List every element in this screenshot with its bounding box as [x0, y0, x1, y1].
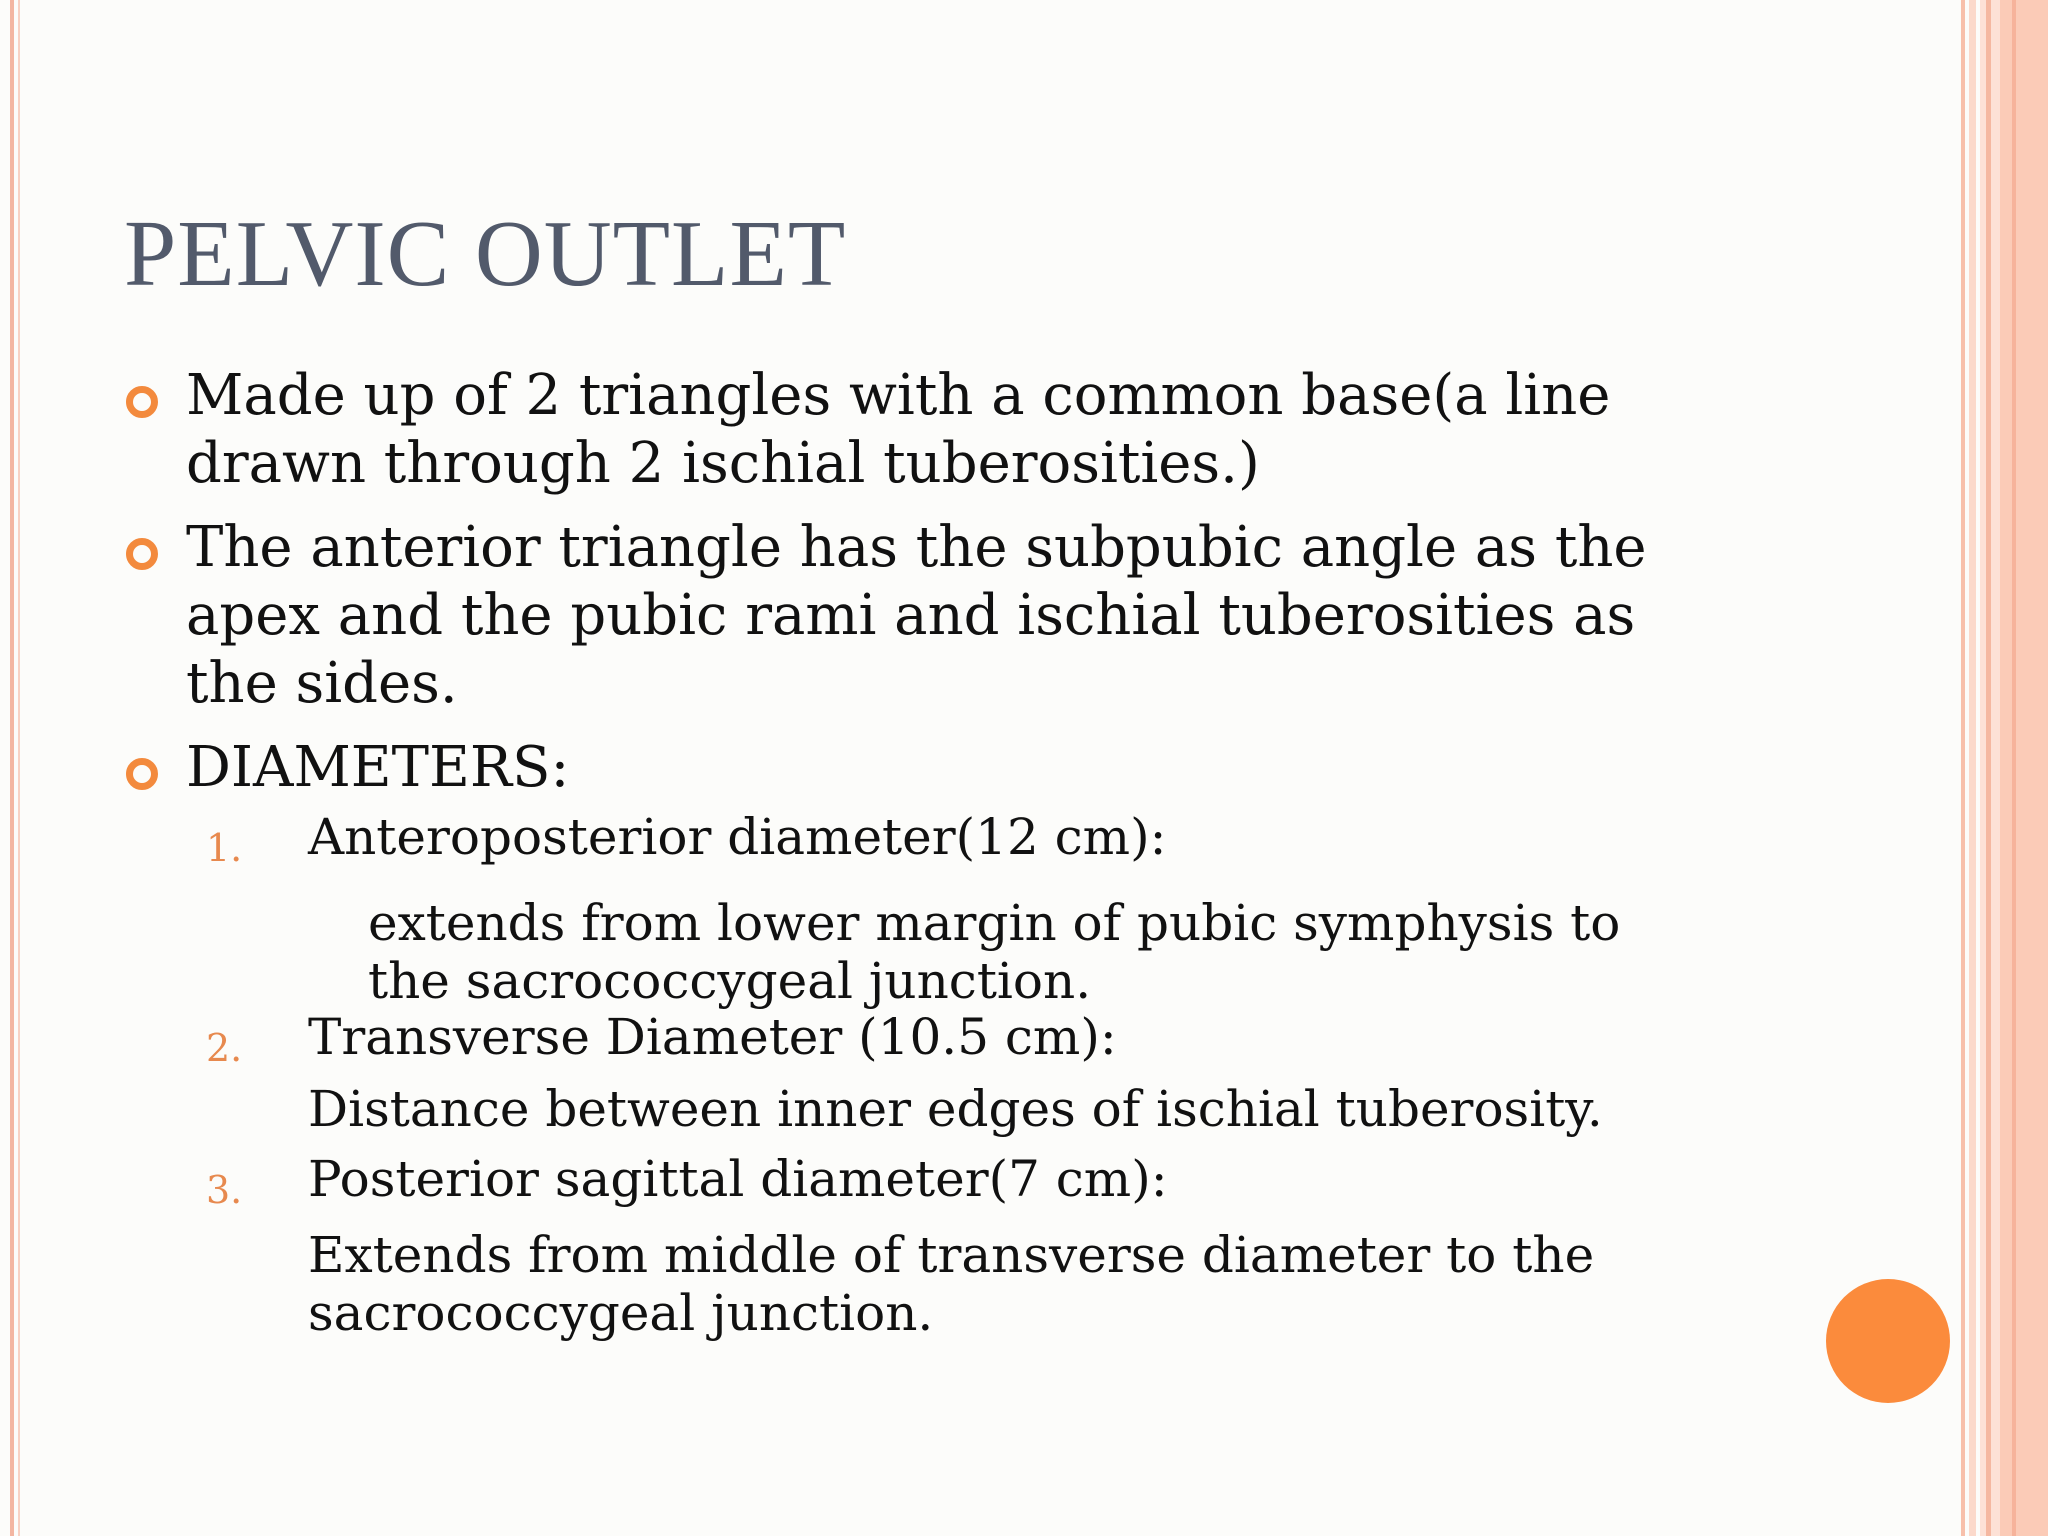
right-border-line-inner — [1969, 0, 1976, 1536]
diameter-number: 1. — [206, 826, 243, 870]
diameter-description: extends from lower margin of pubic symphysis to the sacrococcygeal junction. — [368, 894, 1621, 1010]
diameter-label: Transverse Diameter (10.5 cm): — [308, 1008, 1117, 1066]
bullet-item — [124, 734, 1684, 802]
bullet-list — [124, 362, 1684, 818]
diameter-number: 3. — [206, 1168, 243, 1212]
bullet-text: DIAMETERS: — [186, 735, 570, 800]
diameter-description: Extends from middle of transverse diameter to the sacrococcygeal junction. — [308, 1226, 1595, 1342]
bullet-item — [124, 514, 1684, 718]
diameter-label: Anteroposterior diameter(12 cm): — [308, 808, 1167, 866]
right-band-stripe — [1986, 0, 1991, 1536]
ring-bullet-icon — [126, 758, 158, 790]
bullet-text: Made up of 2 triangles with a common base(a line drawn through 2 ischial tuberosities.) — [186, 363, 1611, 496]
right-band-fill — [2000, 0, 2048, 1536]
diameter-description: Distance between inner edges of ischial tuberosity. — [308, 1080, 1603, 1138]
bullet-text: The anterior triangle has the subpubic angle as the apex and the pubic rami and ischial tuberosities as the sides. — [186, 515, 1647, 716]
right-band-stripe-inner — [2012, 0, 2016, 1536]
orange-circle-decoration — [1826, 1279, 1950, 1403]
left-border-line — [10, 0, 14, 1536]
diameter-label: Posterior sagittal diameter(7 cm): — [308, 1150, 1168, 1208]
diameter-number: 2. — [206, 1026, 243, 1070]
slide-title: PELVIC OUTLET — [124, 202, 847, 306]
bullet-item — [124, 362, 1684, 498]
right-border-line — [1961, 0, 1965, 1536]
ring-bullet-icon — [126, 538, 158, 570]
ring-bullet-icon — [126, 386, 158, 418]
left-border-line-inner — [18, 0, 20, 1536]
